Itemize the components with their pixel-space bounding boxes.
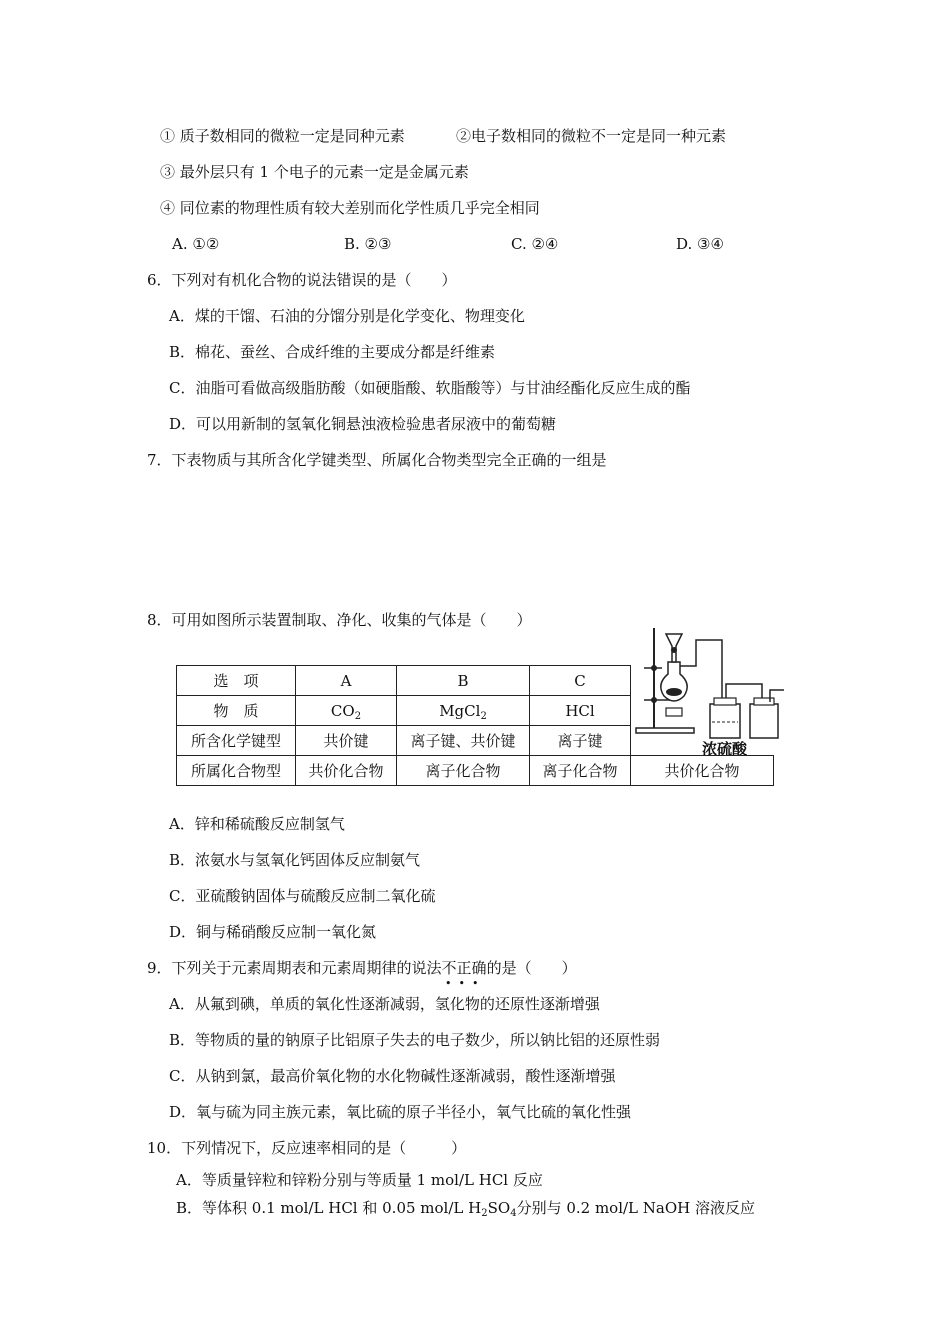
q5-statement-2: ②电子数相同的微粒不一定是同一种元素 (456, 127, 727, 145)
q5-option-d: D. ③④ (676, 235, 724, 253)
q8-stem: 8．可用如图所示装置制取、净化、收集的气体是（ ） (147, 611, 532, 629)
q5-option-a: A. ①② (172, 235, 220, 253)
table-cell-mgcl2 (397, 696, 530, 726)
q5-option-b: B. ②③ (344, 235, 392, 253)
formula-co: CO (330, 701, 355, 720)
q5-option-c: C. ②④ (511, 235, 559, 253)
q9-stem-part-a: 9．下列关于元素周期表和元素周期律的说法 (147, 959, 442, 977)
formula-sub-2b: 2 (480, 710, 487, 722)
table-header-a: A (296, 666, 397, 696)
q10-b-sub1: 2 (481, 1208, 488, 1219)
q10-b-sub2: 4 (510, 1208, 517, 1219)
q5-statement-1: ① 质子数相同的微粒一定是同种元素 (160, 127, 405, 145)
table-cell-bond-b: 离子键、共价键 (397, 726, 530, 756)
q8-option-a: A．锌和稀硫酸反应制氢气 (169, 815, 345, 833)
q9-option-a: A．从氟到碘，单质的氧化性逐渐减弱，氢化物的还原性逐渐增强 (169, 995, 600, 1013)
q9-stem-emphasis (441, 959, 487, 990)
formula-mgcl: MgCl (439, 701, 481, 720)
q10-b-post: 分别与 0.2 mol/L NaOH 溶液反应 (516, 1199, 756, 1217)
q6-option-d: D．可以用新制的氢氧化铜悬浊液检验患者尿液中的葡萄糖 (169, 415, 557, 433)
q10-stem: 10．下列情况下，反应速率相同的是（ ） (147, 1139, 467, 1157)
formula-sub-2: 2 (354, 710, 362, 722)
table-cell-bond-c: 离子键 (530, 726, 631, 756)
q9-option-b: B．等物质的量的钠原子比铝原子失去的电子数少，所以钠比铝的还原性弱 (169, 1031, 661, 1049)
q5-statement-4: ④ 同位素的物理性质有较大差别而化学性质几乎完全相同 (160, 199, 540, 217)
table-header-c: C (530, 666, 631, 696)
q8-option-c: C．亚硫酸钠固体与硫酸反应制二氧化硫 (169, 887, 436, 905)
table-cell-compound-a: 共价化合物 (296, 756, 397, 786)
q10-option-b (176, 1198, 755, 1221)
emphasis-dots: • • • (441, 977, 479, 990)
apparatus-label: 浓硫酸 (702, 740, 748, 757)
q9-option-d: D．氧与硫为同主族元素，氧比硫的原子半径小，氧气比硫的氧化性强 (169, 1103, 632, 1121)
table-row-compound-label: 所属化合物型 (177, 756, 296, 786)
q9-option-c: C．从钠到氯，最高价氧化物的水化物碱性逐渐减弱，酸性逐渐增强 (169, 1067, 616, 1085)
q7-stem: 7．下表物质与其所含化学键类型、所属化合物类型完全正确的一组是 (147, 451, 607, 469)
q10-b-pre: B．等体积 0.1 mol/L HCl 和 0.05 mol/L H (176, 1199, 482, 1217)
q6-option-a: A．煤的干馏、石油的分馏分别是化学变化、物理变化 (169, 307, 525, 325)
table-cell-bond-a: 共价键 (296, 726, 397, 756)
q6-option-b: B．棉花、蚕丝、合成纤维的主要成分都是纤维素 (169, 343, 496, 361)
q9-emphasis-text: 不正确 (441, 959, 487, 977)
table-cell-compound-b: 离子化合物 (397, 756, 530, 786)
q9-stem (147, 958, 577, 990)
table-cell-compound-c: 离子化合物 (530, 756, 631, 786)
table-row-substance-label: 物 质 (177, 696, 296, 726)
table-header-b: B (397, 666, 530, 696)
q8-option-d: D．铜与稀硝酸反应制一氧化氮 (169, 923, 377, 941)
q10-b-mid: SO (487, 1199, 511, 1217)
q6-option-c: C．油脂可看做高级脂肪酸（如硬脂酸、软脂酸等）与甘油经酯化反应生成的酯 (169, 379, 691, 397)
table-header-option: 选 项 (177, 666, 296, 696)
q8-option-b: B．浓氨水与氢氧化钙固体反应制氨气 (169, 851, 421, 869)
table-cell-compound-d: 共价化合物 (631, 756, 774, 786)
table-row-bond-label: 所含化学键型 (177, 726, 296, 756)
q9-stem-part-b: 的是（ ） (486, 959, 577, 977)
bond-type-table (176, 665, 774, 786)
table-cell-co2 (296, 696, 397, 726)
table-cell-hcl: HCl (530, 696, 631, 726)
q5-statement-3: ③ 最外层只有 1 个电子的元素一定是金属元素 (160, 163, 469, 181)
q10-option-a: A．等质量锌粒和锌粉分别与等质量 1 mol/L HCl 反应 (176, 1171, 543, 1189)
q6-stem: 6．下列对有机化合物的说法错误的是（ ） (147, 271, 457, 289)
